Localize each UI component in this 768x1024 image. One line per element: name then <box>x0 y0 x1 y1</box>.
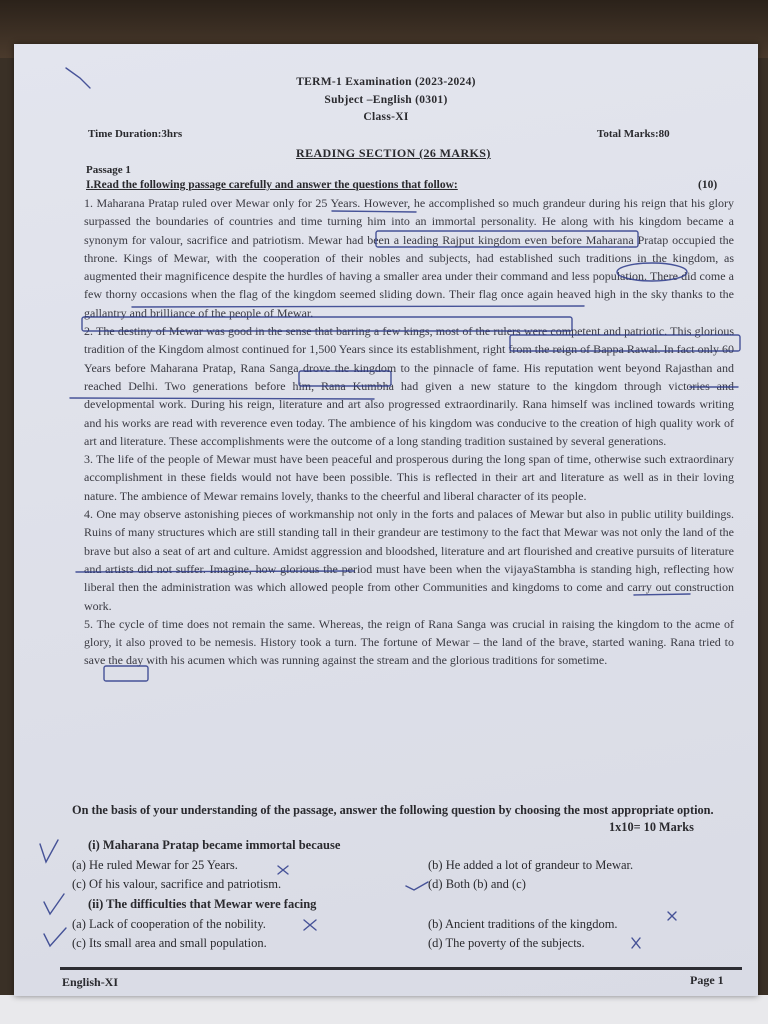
questions-intro: On the basis of your understanding of the passage, answer the following question by choosing the most appropriate option. <box>72 803 714 817</box>
time-duration: Time Duration:3hrs <box>88 128 183 140</box>
paragraph-4: 4. One may observe astonishing pieces of workmanship not only in the forts and palaces of Mewar but also in public utility buildings. Ruins of many structures which are still standing tall in their grandeur are testimony to the fact that Mewar was not only the land of the brave but also a seat of art and culture. Amidst aggression and bloodshed, literature and art flourished and creative pursuits of literature and artists did not suffer. Imagine, how glorious the period must have been when the vijayaStambha is standing high, reflecting how liberal then the administration was which allowed people from other Communities and kingdoms to come and carry out construction work. <box>84 507 734 613</box>
question-2-stem: (ii) The difficulties that Mewar were facing <box>88 897 317 911</box>
question-2-option-d: (d) The poverty of the subjects. <box>428 936 585 950</box>
exam-paper <box>14 44 758 996</box>
question-2-option-c: (c) Its small area and small population. <box>72 936 267 950</box>
question-1-option-b: (b) He added a lot of grandeur to Mewar. <box>428 858 634 872</box>
question-1-option-c: (c) Of his valour, sacrifice and patriotism. <box>72 877 282 891</box>
question-1-stem: (i) Maharana Pratap became immortal because <box>88 838 341 852</box>
class-line: Class-XI <box>363 111 409 123</box>
paragraph-5: 5. The cycle of time does not remain the same. Whereas, the reign of Rana Sanga was crucial in raising the kingdom to the acme of glory, it also proved to be nemesis. History took a turn. The fortune of Mewar – the land of the brave, started waning. Rana tried to save the day with his acumen which was running against the stream and the glorious traditions for sometime. <box>84 616 734 668</box>
footer-subject: English-XI <box>62 975 119 989</box>
footer-page-number: Page 1 <box>690 973 724 987</box>
subject-line: Subject –English (0301) <box>324 94 448 106</box>
instruction-marks: (10) <box>698 179 718 191</box>
footer-rule <box>60 967 742 970</box>
exam-title: TERM-1 Examination (2023-2024) <box>296 76 476 88</box>
total-marks: Total Marks:80 <box>597 128 670 140</box>
passage-label: Passage 1 <box>86 164 131 176</box>
passage-instruction: I.Read the following passage carefully and answer the questions that follow: <box>86 179 458 191</box>
questions-marks: 1x10= 10 Marks <box>609 820 694 834</box>
pen-cross <box>668 912 676 920</box>
paragraph-1: 1. Maharana Pratap ruled over Mewar only for 25 Years. However, he accomplished so much grandeur during his reign that his glory surpassed the boundaries of countries and time turning him into an immortal personality. He along with his kingdom became a synonym for valour, sacrifice and patriotism. Mewar had been a leading Rajput kingdom even before Maharana Pratap occupied the throne. Kings of Mewar, with the cooperation of their nobles and subjects, had established such traditions in the kingdom, as augmented their magnificence despite the hurdles of having a smaller area under their command and less population. There did come a few thorny occasions when the flag of the kingdom seemed sliding down. Their flag once again heaved high in the sky thanks to the gallantry and brilliance of the people of Mewar. <box>84 196 734 320</box>
pen-tick <box>406 882 428 890</box>
passage-body <box>84 194 734 670</box>
section-title: READING SECTION (26 MARKS) <box>296 146 491 160</box>
paragraph-2: 2. The destiny of Mewar was good in the sense that barring a few kings, most of the rulers were competent and patriotic. This glorious tradition of the Kingdom almost continued for 1,500 Years since its establishment, right from the reign of Bappa Rawal. In fact only 60 Years before Maharana Pratap, Rana Sanga drove the kingdom to the pinnacle of fame. His reputation went beyond Rajasthan and reached Delhi. Two generations before him, Rana Kumbha had given a new stature to the kingdom through victories and developmental work. During his reign, literature and art also progressed extraordinarily. Rana himself was inclined towards writing and his works are read with reverence even today. The ambience of his kingdom was conducive to the creation of high quality work of art and literature. These accomplishments were the outcome of a long standing tradition sustained by several generations. <box>84 324 734 448</box>
background-bottom <box>0 995 768 1024</box>
paragraph-3: 3. The life of the people of Mewar must have been peaceful and prosperous during the long span of time, otherwise such extraordinary accomplishment in these fields would not have been possible. This is reflected in their art and literature as well as in their loving nature. The ambience of Mewar remains lovely, thanks to the cheerful and liberal character of its people. <box>84 452 734 503</box>
question-2-option-a: (a) Lack of cooperation of the nobility. <box>72 917 266 931</box>
pen-tick <box>44 928 66 946</box>
pen-tick <box>40 840 58 862</box>
pen-tick <box>44 894 64 914</box>
question-2-option-b: (b) Ancient traditions of the kingdom. <box>428 917 618 931</box>
pen-cross <box>304 920 316 930</box>
question-1-option-a: (a) He ruled Mewar for 25 Years. <box>72 858 238 872</box>
pen-cross <box>278 866 288 874</box>
pen-cross <box>632 938 640 948</box>
question-1-option-d: (d) Both (b) and (c) <box>428 877 526 891</box>
